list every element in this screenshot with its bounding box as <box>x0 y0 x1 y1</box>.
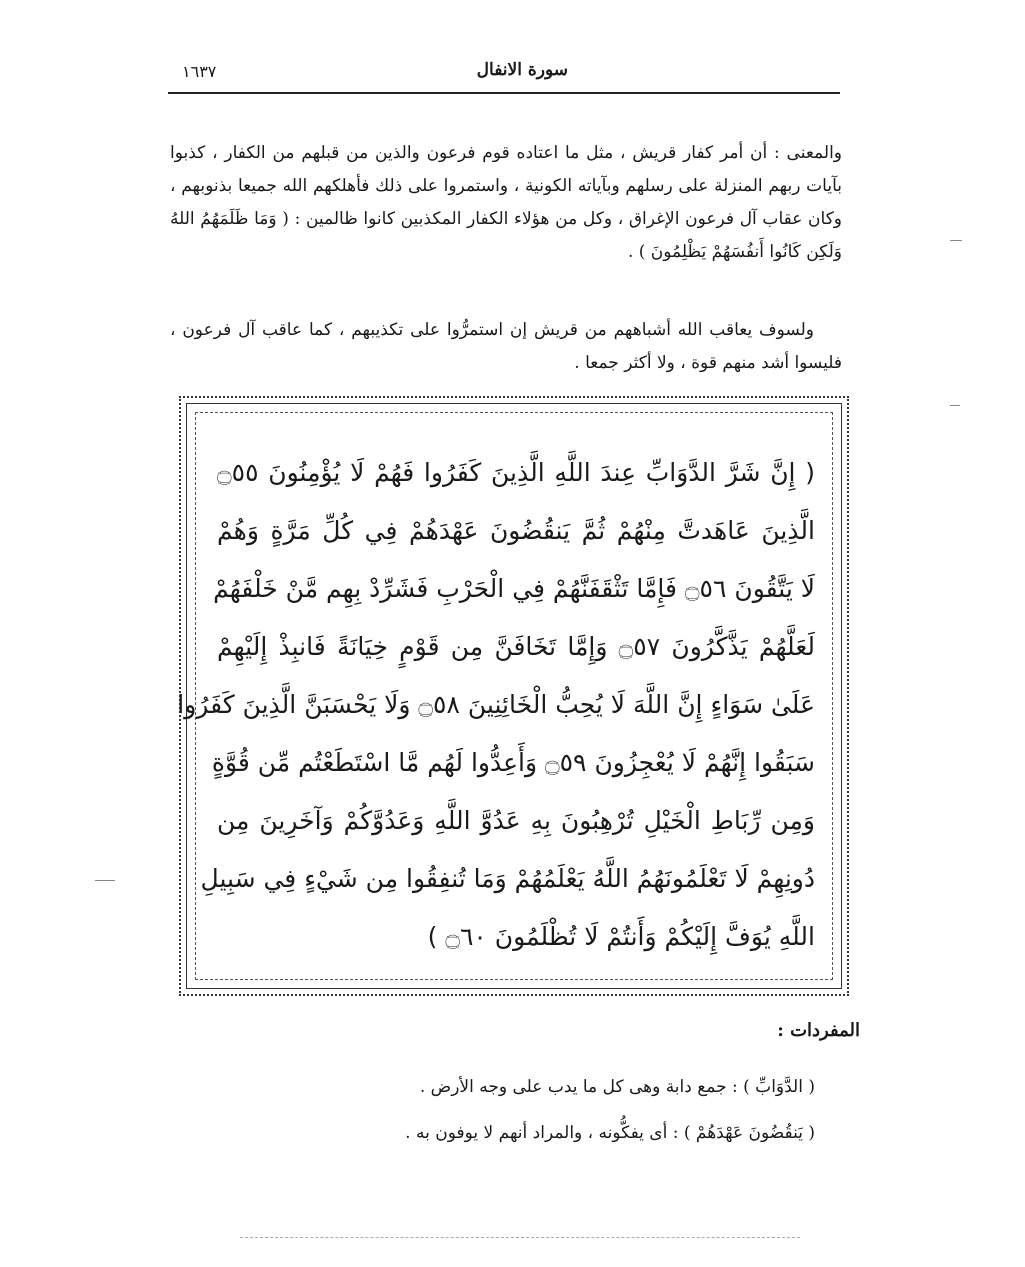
quran-verse-frame <box>177 403 842 989</box>
scan-mark <box>240 1237 800 1238</box>
page-number: ١٦٣٧ <box>182 62 217 81</box>
quran-verse-lines <box>177 444 815 966</box>
vocabulary-heading: المفردات : <box>777 1020 860 1041</box>
vocabulary-item: ( يَنقُضُونَ عَهْدَهُمْ ) : أى يفكُّونه ، والمراد أنهم لا يوفون به . <box>405 1123 815 1143</box>
quran-line: دُونِهِمْ لَا تَعْلَمُونَهُمُ اللَّهُ يَعْلَمُهُمْ وَمَا تُنفِقُوا مِن شَيْءٍ فِي سَبِيلِ <box>200 864 815 893</box>
surah-title: سورة الانفال <box>476 60 568 80</box>
vocabulary-item: ( الدَّوَابِّ ) : جمع دابة وهى كل ما يدب على وجه الأرض . <box>419 1077 815 1097</box>
scan-mark <box>950 405 960 406</box>
scan-mark <box>950 240 962 241</box>
scan-mark <box>95 880 115 881</box>
page-header <box>168 60 840 90</box>
meaning-paragraph: والمعنى : أن أمر كفار قريش ، مثل ما اعتاده قوم فرعون والذين من قبلهم من الكفار ، كذبوا بآيات ربهم المنزلة على رسلهم وبآياته الكونية ، واستمروا على ذلك فأهلكهم الله جميعا بذنوبهم ، وكان عقاب آل فرعون الإغراق ، وكل من هؤلاء الكفار المكذبين كانوا ظالمين : ( وَمَا ظَلَمَهُمُ اللهُ وَلَكِن كَانُوا أَنفُسَهُمْ يَظْلِمُونَ ) . <box>170 143 842 262</box>
quran-line: سَبَقُوا إِنَّهُمْ لَا يُعْجِزُونَ ۝٥٩ وَأَعِدُّوا لَهُم مَّا اسْتَطَعْتُم مِّن قُوَّةٍ <box>211 748 815 777</box>
quran-line: ( إِنَّ شَرَّ الدَّوَابِّ عِندَ اللَّهِ الَّذِينَ كَفَرُوا فَهُمْ لَا يُؤْمِنُونَ ۝٥٥ <box>217 458 815 487</box>
quran-line: عَلَىٰ سَوَاءٍ إِنَّ اللَّهَ لَا يُحِبُّ الْخَائِنِينَ ۝٥٨ وَلَا يَحْسَبَنَّ الَّذِينَ كَفَرُوا <box>177 690 815 719</box>
header-rule <box>168 92 840 94</box>
warning-paragraph: ولسوف يعاقب الله أشباههم من قريش إن استمرُّوا على تكذيبهم ، كما عاقب آل فرعون ، فليسوا أشد منهم قوة ، ولا أكثر جمعا . <box>170 320 842 373</box>
quran-line: لَعَلَّهُمْ يَذَّكَّرُونَ ۝٥٧ وَإِمَّا تَخَافَنَّ مِن قَوْمٍ خِيَانَةً فَانبِذْ إِلَيْهِمْ <box>217 632 815 661</box>
quran-line: وَمِن رِّبَاطِ الْخَيْلِ تُرْهِبُونَ بِهِ عَدُوَّ اللَّهِ وَعَدُوَّكُمْ وَآخَرِينَ مِن <box>217 806 815 835</box>
vocabulary-list <box>405 1064 815 1156</box>
quran-line: لَا يَتَّقُونَ ۝٥٦ فَإِمَّا تَثْقَفَنَّهُمْ فِي الْحَرْبِ فَشَرِّدْ بِهِم مَّنْ خَلْفَهُمْ <box>213 574 815 603</box>
quran-line: اللَّهِ يُوَفَّ إِلَيْكُمْ وَأَنتُمْ لَا تُظْلَمُونَ ۝٦٠ ) <box>427 922 815 951</box>
quran-line: الَّذِينَ عَاهَدتَّ مِنْهُمْ ثُمَّ يَنقُضُونَ عَهْدَهُمْ فِي كُلِّ مَرَّةٍ وَهُمْ <box>217 516 815 545</box>
